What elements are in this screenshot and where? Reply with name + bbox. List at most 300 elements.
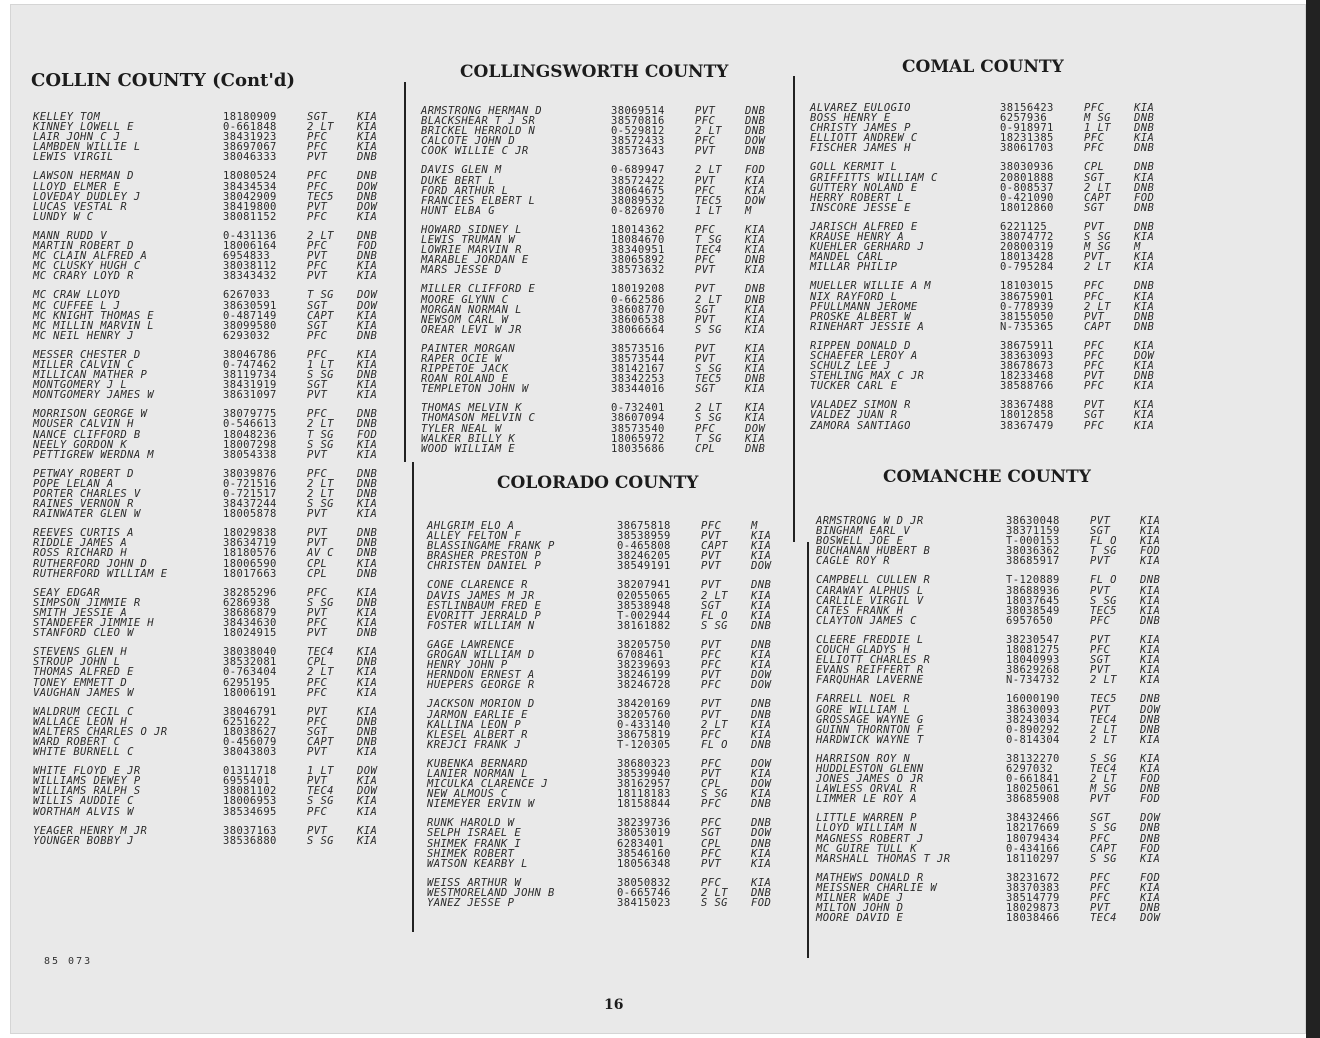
- page-number: 16: [604, 997, 624, 1013]
- rank: CPL: [701, 778, 722, 791]
- casualty-row: [33, 836, 397, 846]
- serial-number: T-000153: [1006, 535, 1060, 548]
- casualty-name: STROUP JOHN L: [33, 656, 121, 669]
- column-divider: [807, 542, 809, 958]
- casualty-name: RIPPEN DONALD D: [810, 339, 911, 352]
- casualty-row: [33, 747, 397, 757]
- status-code: DNB: [1134, 370, 1155, 383]
- serial-number: 38431923: [223, 131, 277, 144]
- status-code: KIA: [1134, 251, 1155, 264]
- serial-number: 18065972: [611, 432, 665, 445]
- casualty-name: MC CRARY LOYD R: [33, 270, 134, 283]
- serial-number: 38132270: [1006, 752, 1060, 765]
- record-group: [33, 707, 397, 757]
- status-code: DNB: [1140, 822, 1161, 835]
- status-code: DNB: [1140, 574, 1161, 587]
- status-code: FOD: [357, 240, 378, 253]
- column-divider: [404, 82, 406, 462]
- serial-number: 0-826970: [611, 204, 665, 217]
- serial-number: 18029838: [223, 527, 277, 540]
- serial-number: 18005878: [223, 508, 277, 521]
- serial-number: 38205750: [617, 638, 671, 651]
- rank: PFC: [1084, 290, 1105, 303]
- casualty-row: [421, 384, 785, 394]
- rank: PVT: [1090, 515, 1111, 527]
- status-code: DOW: [1134, 349, 1155, 362]
- casualty-name: BOSWELL JOE E: [816, 535, 904, 548]
- status-code: KIA: [357, 617, 378, 630]
- casualty-name: WATSON KEARBY L: [427, 857, 528, 870]
- status-code: DNB: [357, 408, 378, 421]
- status-code: KIA: [751, 847, 772, 860]
- serial-number: 18025061: [1006, 783, 1060, 796]
- status-code: DNB: [745, 115, 766, 128]
- serial-number: 38061703: [1000, 142, 1054, 155]
- serial-number: 0-918971: [1000, 122, 1054, 135]
- serial-number: 18006164: [223, 240, 277, 253]
- rank: T SG: [1090, 545, 1117, 558]
- casualty-name: NEW ALMOUS C: [427, 788, 508, 801]
- serial-number: 6297032: [1006, 762, 1054, 775]
- status-code: KIA: [745, 264, 766, 277]
- rank: PFC: [701, 876, 722, 889]
- rank: PVT: [701, 708, 722, 721]
- serial-number: 38437244: [223, 498, 277, 511]
- footer-code: 85 073: [44, 956, 93, 967]
- serial-number: 38370383: [1006, 881, 1060, 894]
- record-group: [33, 112, 397, 162]
- casualty-name: MONTGOMERY J L: [33, 379, 128, 392]
- rank: AV C: [307, 547, 334, 560]
- serial-number: 38420169: [617, 698, 671, 711]
- rank: PVT: [701, 530, 722, 543]
- serial-number: 38285296: [223, 586, 277, 599]
- casualty-name: MARSHALL THOMAS T JR: [816, 852, 951, 865]
- serial-number: 0-689947: [611, 164, 665, 177]
- record-group: [421, 403, 785, 453]
- status-code: DNB: [751, 837, 772, 850]
- casualty-row: [810, 262, 1174, 272]
- casualty-name: DAVIS GLEN M: [421, 164, 502, 177]
- status-code: DOW: [751, 669, 772, 682]
- serial-number: 38534695: [223, 805, 277, 818]
- rank: S SG: [307, 795, 334, 808]
- rank: PFC: [1090, 832, 1111, 845]
- casualty-name: PORTER CHARLES V: [33, 488, 141, 500]
- rank: PFC: [701, 757, 722, 770]
- casualty-name: JACKSON MORION D: [427, 698, 535, 711]
- casualty-name: ALLEY FELTON F: [427, 530, 522, 543]
- casualty-name: WILLIAMS RALPH S: [33, 785, 141, 798]
- record-group: [427, 818, 791, 868]
- casualty-name: STANDEFER JIMMIE H: [33, 617, 154, 630]
- rank: PFC: [1084, 349, 1105, 362]
- rank: PVT: [701, 579, 722, 592]
- casualty-name: MC KNIGHT THOMAS E: [33, 309, 154, 322]
- rank: PFC: [307, 348, 328, 361]
- serial-number: 18006590: [223, 557, 277, 570]
- rank: CPL: [307, 656, 328, 669]
- rank: PVT: [307, 448, 328, 461]
- status-code: KIA: [357, 358, 378, 371]
- casualty-row: [810, 143, 1174, 153]
- rank: S SG: [695, 412, 722, 425]
- rank: 1 LT: [1084, 122, 1111, 135]
- status-code: DNB: [1134, 161, 1155, 174]
- record-group: [810, 103, 1174, 153]
- rank: SGT: [307, 725, 328, 738]
- status-code: DNB: [745, 373, 766, 386]
- record-group: [816, 635, 1180, 685]
- rank: S SG: [1090, 594, 1117, 607]
- record-group: [816, 516, 1180, 566]
- status-code: FOD: [751, 897, 772, 909]
- serial-number: 38074772: [1000, 231, 1054, 244]
- column-divider: [412, 462, 414, 932]
- status-code: DNB: [751, 886, 772, 899]
- casualty-name: LIMMER LE ROY A: [816, 793, 917, 806]
- rank: PFC: [695, 184, 716, 197]
- serial-number: N-734732: [1006, 674, 1060, 687]
- status-code: DNB: [357, 418, 378, 431]
- rank: PVT: [1090, 584, 1111, 597]
- casualty-name: LAMBDEN WILLIE L: [33, 141, 141, 154]
- casualty-row: [33, 509, 397, 519]
- rank: M SG: [1090, 783, 1117, 796]
- rank: PFC: [307, 715, 328, 728]
- rank: SGT: [307, 111, 328, 123]
- status-code: DOW: [751, 778, 772, 791]
- status-code: DNB: [751, 708, 772, 721]
- rank: S SG: [1090, 822, 1117, 835]
- casualty-name: GOLL KERMIT L: [810, 161, 898, 174]
- status-code: KIA: [357, 586, 378, 599]
- serial-number: 0-465808: [617, 540, 671, 553]
- rank: PVT: [307, 537, 328, 550]
- rank: PVT: [307, 824, 328, 837]
- serial-number: 16000190: [1006, 693, 1060, 706]
- status-code: DNB: [357, 477, 378, 490]
- status-code: KIA: [751, 767, 772, 780]
- rank: PFC: [307, 210, 328, 223]
- casualty-name: MILTON JOHN D: [816, 902, 904, 915]
- status-code: DNB: [357, 170, 378, 183]
- status-code: DNB: [745, 283, 766, 296]
- status-code: KIA: [357, 646, 378, 659]
- status-code: KIA: [357, 389, 378, 402]
- rank: PFC: [701, 679, 722, 692]
- casualty-name: ZAMORA SANTIAGO: [810, 419, 911, 432]
- casualty-name: MC GUIRE TULL K: [816, 842, 917, 855]
- rank: PFC: [307, 617, 328, 630]
- casualty-name: KALLINA LEON P: [427, 718, 522, 731]
- rank: PVT: [307, 775, 328, 788]
- casualty-row: [816, 913, 1180, 923]
- serial-number: 0-662586: [611, 293, 665, 306]
- status-code: KIA: [751, 659, 772, 672]
- serial-number: 38246199: [617, 669, 671, 682]
- casualty-row: [33, 212, 397, 222]
- status-code: DNB: [751, 579, 772, 592]
- serial-number: 38538948: [617, 599, 671, 612]
- casualty-name: LAWLESS ORVAL R: [816, 783, 917, 796]
- serial-number: 38037163: [223, 824, 277, 837]
- status-code: KIA: [1140, 733, 1161, 746]
- serial-number: 0-661841: [1006, 773, 1060, 786]
- serial-number: 38054338: [223, 448, 277, 461]
- county-list: [427, 521, 791, 917]
- casualty-name: KRAUSE HENRY A: [810, 231, 905, 244]
- serial-number: 38608770: [611, 303, 665, 316]
- casualty-name: OREAR LEVI W JR: [421, 323, 522, 336]
- casualty-row: [33, 667, 397, 677]
- rank: PVT: [695, 352, 716, 365]
- rank: 2 LT: [695, 125, 722, 138]
- casualty-row: [33, 331, 397, 341]
- status-code: DOW: [751, 827, 772, 840]
- serial-number: 18180576: [223, 547, 277, 560]
- status-code: DNB: [357, 527, 378, 540]
- rank: PVT: [307, 389, 328, 402]
- casualty-name: LEWIS TRUMAN W: [421, 234, 516, 247]
- status-code: DNB: [357, 250, 378, 263]
- casualty-name: JONES JAMES O JR: [816, 773, 924, 786]
- casualty-name: BLACKSHEAR T J SR: [421, 115, 536, 128]
- rank: TEC4: [1090, 912, 1117, 925]
- serial-number: 38246205: [617, 550, 671, 563]
- casualty-row: [33, 390, 397, 400]
- rank: PFC: [695, 115, 716, 128]
- casualty-name: ESTLINBAUM FRED E: [427, 599, 542, 612]
- status-code: M: [745, 204, 752, 217]
- serial-number: 18024915: [223, 627, 277, 640]
- rank: SGT: [307, 319, 328, 332]
- casualty-name: KELLEY TOM: [33, 111, 101, 123]
- record-group: [810, 222, 1174, 272]
- status-code: KIA: [745, 323, 766, 336]
- casualty-row: [421, 444, 785, 454]
- rank: PFC: [307, 260, 328, 273]
- rank: PVT: [701, 698, 722, 711]
- status-code: KIA: [751, 530, 772, 543]
- serial-number: 38572433: [611, 135, 665, 148]
- record-group: [33, 826, 397, 846]
- status-code: KIA: [1134, 300, 1155, 313]
- casualty-name: JARMON EARLIE E: [427, 708, 528, 721]
- serial-number: 18037645: [1006, 594, 1060, 607]
- county-list: [33, 112, 397, 855]
- casualty-name: DUKE BERT L: [421, 174, 495, 187]
- rank: CPL: [695, 442, 716, 455]
- status-code: KIA: [1140, 535, 1161, 548]
- rank: S SG: [695, 363, 722, 376]
- casualty-name: WALTERS CHARLES O JR: [33, 725, 168, 738]
- status-code: KIA: [751, 857, 772, 870]
- status-code: KIA: [751, 788, 772, 801]
- rank: TEC4: [695, 244, 722, 257]
- serial-number: 6293032: [223, 329, 271, 342]
- casualty-name: CLAYTON JAMES C: [816, 614, 917, 627]
- serial-number: 0-421090: [1000, 191, 1054, 204]
- casualty-row: [816, 556, 1180, 566]
- rank: PVT: [1084, 220, 1105, 233]
- serial-number: 38089532: [611, 194, 665, 207]
- status-code: DNB: [1134, 220, 1155, 233]
- record-group: [33, 647, 397, 697]
- casualty-name: ELLIOTT ANDREW C: [810, 132, 918, 145]
- serial-number: 6954833: [223, 250, 271, 263]
- serial-number: 38367479: [1000, 419, 1054, 432]
- status-code: KIA: [357, 666, 378, 679]
- rank: S SG: [695, 323, 722, 336]
- status-code: KIA: [357, 498, 378, 511]
- casualty-name: THOMAS MELVIN K: [421, 402, 522, 415]
- serial-number: 6286938: [223, 596, 271, 609]
- column-divider: [793, 76, 795, 542]
- status-code: KIA: [357, 319, 378, 332]
- serial-number: T-002944: [617, 609, 671, 622]
- serial-number: 18079434: [1006, 832, 1060, 845]
- serial-number: 38342253: [611, 373, 665, 386]
- casualty-name: WALLACE LEON H: [33, 715, 128, 728]
- casualty-name: WARD ROBERT C: [33, 735, 121, 748]
- status-code: DNB: [1134, 280, 1155, 293]
- rank: 2 LT: [1090, 773, 1117, 786]
- status-code: KIA: [357, 379, 378, 392]
- serial-number: 18118183: [617, 788, 671, 801]
- rank: PFC: [701, 728, 722, 741]
- casualty-row: [421, 146, 785, 156]
- casualty-name: MC CLAIN ALFRED A: [33, 250, 148, 263]
- status-code: KIA: [1140, 752, 1161, 765]
- serial-number: 18080524: [223, 170, 277, 183]
- rank: S SG: [307, 369, 334, 382]
- rank: PFC: [1084, 360, 1105, 373]
- serial-number: 0-747462: [223, 358, 277, 371]
- record-group: [427, 640, 791, 690]
- serial-number: 18081275: [1006, 644, 1060, 657]
- serial-number: 0-732401: [611, 402, 665, 415]
- casualty-name: INSCORE JESSE E: [810, 201, 911, 214]
- serial-number: T-120889: [1006, 574, 1060, 587]
- casualty-name: LLOYD ELMER E: [33, 180, 121, 193]
- serial-number: 18019208: [611, 283, 665, 296]
- county-heading: COLLIN COUNTY (Cont'd): [31, 70, 295, 91]
- status-code: KIA: [751, 649, 772, 662]
- casualty-name: GROSSAGE WAYNE G: [816, 713, 924, 726]
- rank: S SG: [701, 788, 728, 801]
- casualty-name: LLOYD WILLIAM N: [816, 822, 917, 835]
- serial-number: 18035686: [611, 442, 665, 455]
- status-code: FOD: [1134, 191, 1155, 204]
- status-code: KIA: [357, 606, 378, 619]
- casualty-row: [33, 450, 397, 460]
- status-code: KIA: [357, 824, 378, 837]
- casualty-name: LOWRIE MARVIN R: [421, 244, 522, 257]
- serial-number: 38573632: [611, 264, 665, 277]
- serial-number: 0-661848: [223, 121, 277, 134]
- rank: PVT: [695, 342, 716, 355]
- status-code: DNB: [357, 537, 378, 550]
- rank: PFC: [307, 329, 328, 342]
- status-code: KIA: [357, 121, 378, 134]
- serial-number: 38161882: [617, 619, 671, 632]
- status-code: M: [1134, 241, 1141, 254]
- casualty-name: LAWSON HERMAN D: [33, 170, 134, 183]
- serial-number: 38046333: [223, 151, 277, 164]
- rank: TEC5: [1090, 693, 1117, 706]
- casualty-name: VALDEZ JUAN R: [810, 409, 898, 422]
- serial-number: 0-487149: [223, 309, 277, 322]
- casualty-name: RAINWATER GLEN W: [33, 508, 141, 521]
- casualty-name: PAINTER MORGAN: [421, 342, 516, 355]
- serial-number: 18012860: [1000, 201, 1054, 214]
- casualty-name: PETTIGREW WERDNA M: [33, 448, 154, 461]
- casualty-name: HUNT ELBA G: [421, 204, 495, 217]
- record-group: [33, 171, 397, 221]
- casualty-name: HERRY ROBERT L: [810, 191, 905, 204]
- status-code: DNB: [751, 638, 772, 651]
- casualty-name: HERNDON ERNEST A: [427, 669, 535, 682]
- status-code: KIA: [357, 141, 378, 154]
- casualty-name: MILLICAN MATHER P: [33, 369, 148, 382]
- casualty-name: CHRISTY JAMES P: [810, 122, 911, 135]
- casualty-name: POPE LELAN A: [33, 477, 114, 490]
- serial-number: 38573540: [611, 422, 665, 435]
- status-code: KIA: [357, 676, 378, 689]
- casualty-name: GORE WILLIAM L: [816, 703, 911, 716]
- record-group: [810, 400, 1174, 430]
- rank: 2 LT: [701, 886, 728, 899]
- status-code: KIA: [745, 313, 766, 326]
- serial-number: 20801888: [1000, 171, 1054, 184]
- serial-number: 18110297: [1006, 852, 1060, 865]
- serial-number: 18048236: [223, 428, 277, 441]
- status-code: KIA: [1140, 674, 1161, 687]
- rank: 1 LT: [307, 358, 334, 371]
- serial-number: 18158844: [617, 798, 671, 811]
- casualty-name: ARMSTRONG W D JR: [816, 515, 924, 527]
- rank: PVT: [695, 145, 716, 158]
- status-code: FOD: [745, 164, 766, 177]
- serial-number: 38573544: [611, 352, 665, 365]
- serial-number: 38038040: [223, 646, 277, 659]
- status-code: KIA: [751, 589, 772, 602]
- status-code: DNB: [1140, 902, 1161, 915]
- status-code: DNB: [357, 715, 378, 728]
- rank: PFC: [695, 223, 716, 236]
- casualty-name: WORTHAM ALVIS W: [33, 805, 134, 818]
- casualty-name: MOORE GLYNN C: [421, 293, 509, 306]
- status-code: DOW: [1140, 812, 1161, 825]
- rank: SGT: [701, 827, 722, 840]
- rank: S SG: [307, 596, 334, 609]
- casualty-name: LEWIS VIRGIL: [33, 151, 114, 164]
- record-group: [33, 528, 397, 578]
- rank: PFC: [307, 467, 328, 480]
- serial-number: N-735365: [1000, 320, 1054, 333]
- rank: M SG: [1084, 241, 1111, 254]
- status-code: KIA: [745, 352, 766, 365]
- casualty-name: MILNER WADE J: [816, 892, 904, 904]
- serial-number: 6267033: [223, 289, 271, 302]
- status-code: KIA: [357, 805, 378, 818]
- serial-number: 6295195: [223, 676, 271, 689]
- casualty-name: SMITH JESSIE A: [33, 606, 128, 619]
- rank: TEC5: [307, 190, 334, 203]
- rank: PFC: [1084, 102, 1105, 114]
- status-code: KIA: [745, 223, 766, 236]
